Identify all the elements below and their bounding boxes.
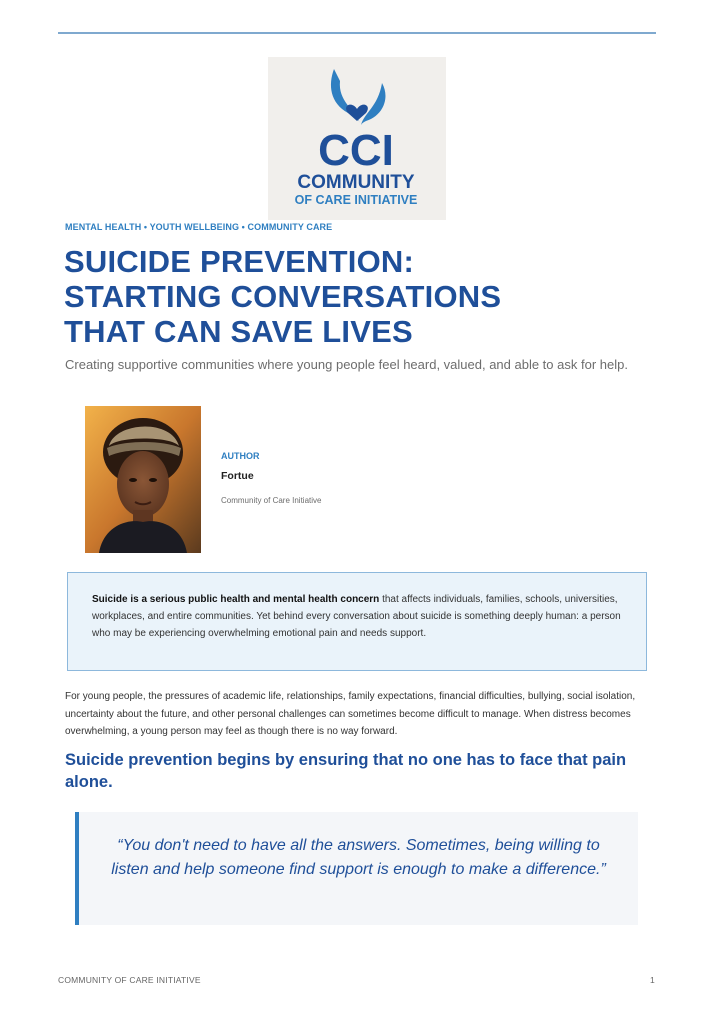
logo-line-2: OF CARE INITIATIVE: [294, 193, 418, 207]
author-photo: [85, 406, 201, 553]
page-title: [64, 244, 664, 349]
quote-text: “You don't need to have all the answers. Sometimes, being willing to listen and help someone find support is enough to make a difference.”: [111, 837, 606, 878]
section-heading: Suicide prevention begins by ensuring that no one has to face that pain alone.: [65, 751, 627, 791]
cci-logo: [268, 57, 446, 220]
author-label: AUTHOR: [221, 451, 260, 461]
logo-graphic: [268, 57, 446, 220]
top-rule: [58, 32, 656, 34]
author-name: Fortue: [221, 470, 254, 482]
title-line-1: SUICIDE PREVENTION:: [64, 244, 415, 279]
intro-callout: [67, 572, 647, 671]
subtitle: Creating supportive communities where young people feel heard, valued, and able to ask for help.: [65, 357, 628, 372]
category-kicker: MENTAL HEALTH • YOUTH WELLBEING • COMMUNITY CARE: [65, 222, 333, 232]
title-line-3: THAT CAN SAVE LIVES: [64, 314, 413, 349]
author-organization: Community of Care Initiative: [221, 496, 322, 505]
footer-organization: COMMUNITY OF CARE INITIATIVE: [58, 975, 201, 985]
page-number: 1: [650, 975, 655, 985]
callout-text: that affects individuals, families, schools, universities, workplaces, and entire communities. Yet behind every conversation about suicide is something deeply human: a person who may be experiencing overwhelming emotional pain and needs support.: [92, 594, 621, 639]
logo-line-1: COMMUNITY: [297, 172, 415, 193]
body-paragraph: For young people, the pressures of academic life, relationships, family expectations, financial difficulties, bullying, social isolation, uncertainty about the future, and other personal challenges can sometimes become difficult to manage. When distress becomes overwhelming, a young person may feel as though there is no way forward.: [65, 691, 636, 737]
title-line-2: STARTING CONVERSATIONS: [64, 279, 502, 314]
pull-quote: [75, 812, 638, 925]
callout-lead: Suicide is a serious public health and mental health concern: [92, 594, 380, 605]
logo-mark: CCI: [318, 126, 394, 175]
